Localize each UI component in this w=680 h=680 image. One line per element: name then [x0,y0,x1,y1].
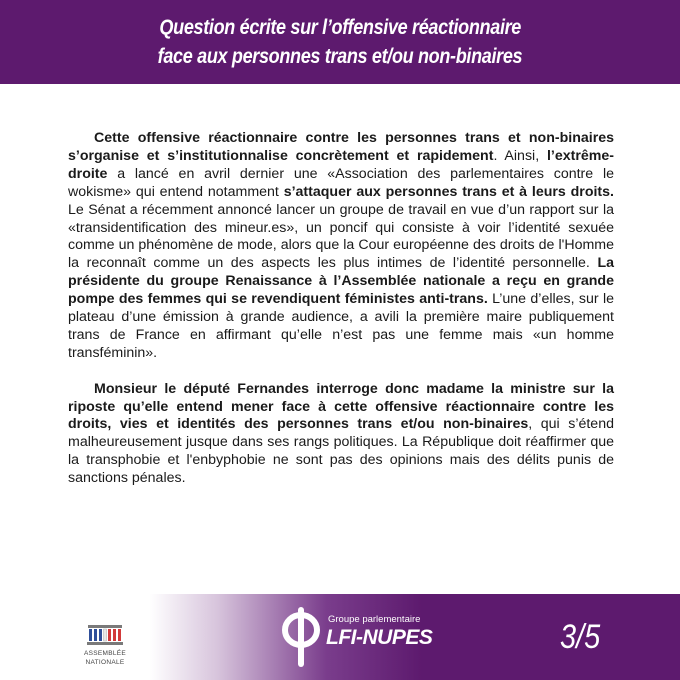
text-segment: , qui s’étend malheureusement jusque dans ses rangs politiques. La République doit réaffirmer que la transphobie et l'enbyphobie ne sont pas des opinions mais des délits punis de sanctions pénales. [68,416,614,487]
assemblee-nationale-logo [78,622,132,666]
assemblee-building-icon [86,622,124,648]
text-segment: La présidente du groupe Renaissance à l’Assemblée nationale a reçu en grande pompe des femmes qui se revendiquent féministes anti-trans. [68,255,614,308]
text-segment: . Ainsi, [493,147,547,164]
text-segment: Monsieur le député Fernandes interroge donc madame la ministre sur la riposte qu’elle entend mener face à cette offensive réactionnaire contre les droits, vies et identités des personnes trans et/ou non-binaires [68,380,614,433]
text-segment: l’extrême-droite [68,147,614,182]
assemblee-text-2: NATIONALE [85,659,125,666]
lfi-nupes-logo [278,604,438,670]
question-text [68,130,614,506]
text-segment: s’attaquer aux personnes trans et à leurs droits. [283,183,614,200]
paragraph-1 [68,130,614,363]
group-name: LFI-NUPES [326,626,433,649]
assemblee-text-1: ASSEMBLÉE [83,650,127,657]
paragraph-2 [68,381,614,488]
text-segment: Cette offensive réactionnaire contre les personnes trans et non-binaires s’organise et s’institutionnalise concrètement et rapidement [68,130,614,164]
title-line-2: face aux personnes trans et/ou non-binaires [157,45,523,68]
text-segment: L’une d’elles, sur le plateau d’une émission à grande audience, a avili la première maire publiquement trans de France en affirmant qu’elle n’est pas une femme mais «un homme transféminin». [68,291,614,361]
text-segment: a lancé en avril dernier une «Association des parlementaires contre le wokisme» qui entend notamment [68,165,614,200]
phi-icon [278,606,324,668]
header-banner [0,0,680,84]
text-segment: Le Sénat a récemment annoncé lancer un groupe de travail en vue d’un rapport sur la «transidentification des mineur.es», un poncif qui consiste à voir l’identité sexuée comme un phénomène de mode, alors que la Cour européenne des droits de l'Homme la reconnaît comme un des aspects les plus intimes de l’identité personnelle. [68,201,614,272]
page-number: 3/5 [560,618,601,656]
group-label: Groupe parlementaire [328,614,421,625]
title-line-1: Question écrite sur l’offensive réactionnaire [159,16,521,39]
